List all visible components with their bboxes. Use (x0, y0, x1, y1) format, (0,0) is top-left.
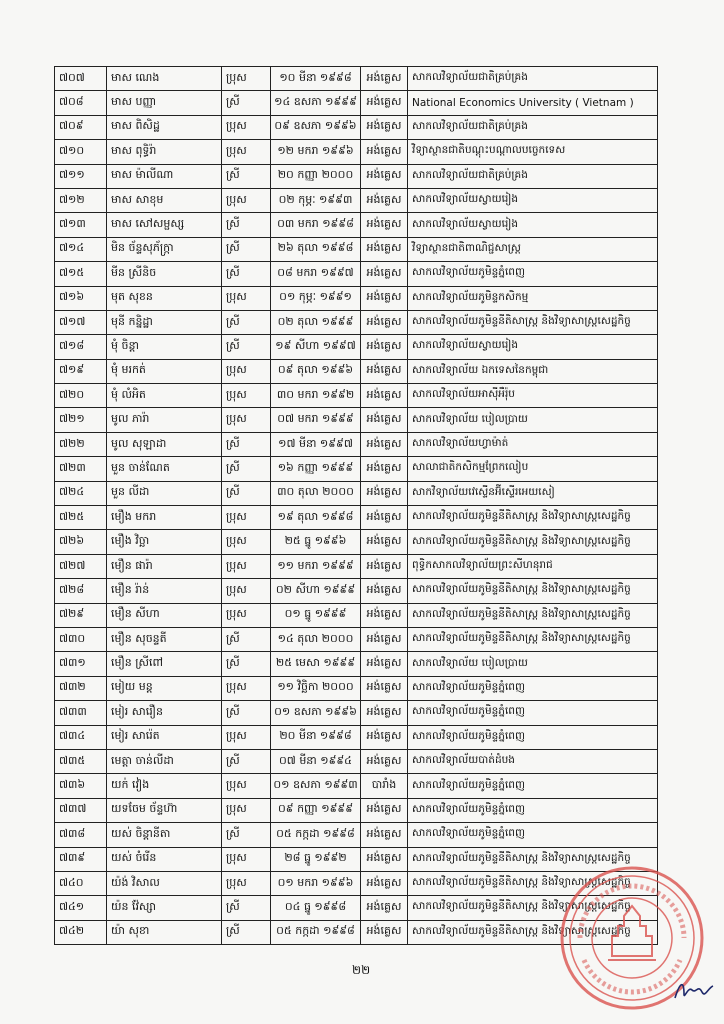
full-name-cell: មឿង មករា (107, 506, 222, 530)
gender-cell: ស្រី (222, 652, 271, 676)
gender-cell: ប្រុស (222, 286, 271, 310)
gender-cell: ស្រី (222, 920, 271, 944)
gender-cell: ស្រី (222, 432, 271, 456)
full-name-cell: យ៉ន វ៉ែស្សា (107, 896, 222, 920)
language-major-cell: អង់គ្លេស (361, 188, 408, 212)
date-of-birth-cell: ១៩ សីហា ១៩៩៧ (271, 335, 361, 359)
university-cell: សាកលវិទ្យាល័យភូមិន្ទភ្នំពេញ (408, 676, 658, 700)
university-cell: សាកវិទ្យាល័យវេស្ទើនអ៊ីស្ទើរអេយសៀ (408, 481, 658, 505)
university-cell: សាកលវិទ្យាល័យហ្វាម៉ាត់ (408, 432, 658, 456)
gender-cell: ស្រី (222, 627, 271, 651)
university-cell: សាកលវិទ្យាល័យបាត់ដំបង (408, 749, 658, 773)
language-major-cell: អង់គ្លេស (361, 676, 408, 700)
row-number-cell: ៧២៦ (55, 530, 107, 554)
page-number: ២២ (352, 963, 371, 977)
date-of-birth-cell: ០៧ មករា ១៩៩៩ (271, 408, 361, 432)
date-of-birth-cell: ០៥ កក្កដា ១៩៩៨ (271, 920, 361, 944)
gender-cell: ស្រី (222, 213, 271, 237)
row-number-cell: ៧១៥ (55, 262, 107, 286)
university-cell: សាកលវិទ្យាល័យភូមិន្ទនីតិសាស្ត្រ និងវិទ្យាសាស្ត្រសេដ្ឋកិច្ច (408, 896, 658, 920)
table-row (55, 652, 658, 676)
date-of-birth-cell: ០២ កុម្ភៈ ១៩៩៣ (271, 188, 361, 212)
date-of-birth-cell: ០៧ មីនា ១៩៩៤ (271, 749, 361, 773)
language-major-cell: អង់គ្លេស (361, 359, 408, 383)
row-number-cell: ៧១០ (55, 140, 107, 164)
full-name-cell: មៀរ សារ៉េត (107, 725, 222, 749)
gender-cell: ប្រុស (222, 847, 271, 871)
table-row (55, 310, 658, 334)
table-row (55, 530, 658, 554)
university-cell: សាកលវិទ្យាល័យ បៀលប្រាយ (408, 652, 658, 676)
date-of-birth-cell: ១៤ តុលា ២០០០ (271, 627, 361, 651)
full-name-cell: មុត សុខន (107, 286, 222, 310)
language-major-cell: អង់គ្លេស (361, 237, 408, 261)
table-row (55, 67, 658, 91)
full-name-cell: មាស សៅសម្ផស្ស (107, 213, 222, 237)
full-name-cell: យទចែម ច័ន្ទហ៊ា (107, 798, 222, 822)
row-number-cell: ៧២១ (55, 408, 107, 432)
table-row (55, 749, 658, 773)
row-number-cell: ៧០៧ (55, 67, 107, 91)
gender-cell: ស្រី (222, 310, 271, 334)
gender-cell: ស្រី (222, 823, 271, 847)
table-row (55, 213, 658, 237)
full-name-cell: មិន ច័ន្ទសុភ័ក្រ្កា (107, 237, 222, 261)
date-of-birth-cell: ០១ ឧសភា ១៩៩៦ (271, 701, 361, 725)
table-row (55, 603, 658, 627)
language-major-cell: អង់គ្លេស (361, 408, 408, 432)
full-name-cell: មឿន សុចន្ទតី (107, 627, 222, 651)
table-row (55, 286, 658, 310)
full-name-cell: មូល ភារ៉ា (107, 408, 222, 432)
full-name-cell: មូល សុឡាដា (107, 432, 222, 456)
row-number-cell: ៧៣៤ (55, 725, 107, 749)
date-of-birth-cell: ១២ មករា ១៩៩៦ (271, 140, 361, 164)
row-number-cell: ៧១៣ (55, 213, 107, 237)
full-name-cell: មឿន សីហា (107, 603, 222, 627)
full-name-cell: មាស ណេង (107, 67, 222, 91)
language-major-cell: អង់គ្លេស (361, 749, 408, 773)
full-name-cell: យ៉ង់ វិសាល (107, 871, 222, 895)
gender-cell: ស្រី (222, 457, 271, 481)
language-major-cell: អង់គ្លេស (361, 701, 408, 725)
language-major-cell: អង់គ្លេស (361, 310, 408, 334)
gender-cell: ប្រុស (222, 506, 271, 530)
language-major-cell: បារាំង (361, 774, 408, 798)
table-row (55, 432, 658, 456)
full-name-cell: មឿន ស្រីពៅ (107, 652, 222, 676)
gender-cell: ស្រី (222, 481, 271, 505)
date-of-birth-cell: ០១ កុម្ភៈ ១៩៩១ (271, 286, 361, 310)
full-name-cell: មេត្តា ចាន់លីដា (107, 749, 222, 773)
table-body (55, 67, 658, 945)
university-cell: សាកលវិទ្យាល័យស្វាយរៀង (408, 213, 658, 237)
university-cell: សាកលវិទ្យាល័យអាស៊ីអឺរ៉ុប (408, 384, 658, 408)
university-cell: សាកលវិទ្យាល័យស្វាយរៀង (408, 188, 658, 212)
full-name-cell: មាស បញ្ញា (107, 91, 222, 115)
date-of-birth-cell: ៣០ តុលា ២០០០ (271, 481, 361, 505)
full-name-cell: មាស ម៉ាលីណា (107, 164, 222, 188)
university-cell: សាកលវិទ្យាល័យភូមិន្ទនីតិសាស្ត្រ និងវិទ្យាសាស្ត្រសេដ្ឋកិច្ច (408, 603, 658, 627)
university-cell: សាកលវិទ្យាល័យភូមិន្ទកសិកម្ម (408, 286, 658, 310)
language-major-cell: អង់គ្លេស (361, 481, 408, 505)
gender-cell: ប្រុស (222, 774, 271, 798)
table-row (55, 237, 658, 261)
language-major-cell: អង់គ្លេស (361, 871, 408, 895)
gender-cell: ប្រុស (222, 725, 271, 749)
full-name-cell: មឿង វិច្ឆា (107, 530, 222, 554)
university-cell: សាកលវិទ្យាល័យភូមិន្ទភ្នំពេញ (408, 798, 658, 822)
row-number-cell: ៧៣៣ (55, 701, 107, 725)
date-of-birth-cell: ២០ កញ្ញា ២០០០ (271, 164, 361, 188)
row-number-cell: ៧៣១ (55, 652, 107, 676)
table-row (55, 579, 658, 603)
language-major-cell: អង់គ្លេស (361, 725, 408, 749)
table-row (55, 774, 658, 798)
date-of-birth-cell: ០២ សីហា ១៩៩៩ (271, 579, 361, 603)
university-cell: សាកលវិទ្យាល័យភូមិន្ទនីតិសាស្ត្រ និងវិទ្យាសាស្ត្រសេដ្ឋកិច្ច (408, 530, 658, 554)
row-number-cell: ៧៣៥ (55, 749, 107, 773)
university-cell: សាកលវិទ្យាល័យភូមិន្ទនីតិសាស្ត្រ និងវិទ្យាសាស្ត្រសេដ្ឋកិច្ច (408, 847, 658, 871)
row-number-cell: ៧០៩ (55, 115, 107, 139)
date-of-birth-cell: ២៨ ធ្នូ ១៩៩២ (271, 847, 361, 871)
row-number-cell: ៧២៥ (55, 506, 107, 530)
full-name-cell: មួន លីដា (107, 481, 222, 505)
gender-cell: ស្រី (222, 237, 271, 261)
university-cell: សាកលវិទ្យាល័យជាតិគ្រប់គ្រង (408, 164, 658, 188)
row-number-cell: ៧២០ (55, 384, 107, 408)
full-name-cell: មុំ លំអិត (107, 384, 222, 408)
language-major-cell: អង់គ្លេស (361, 847, 408, 871)
table-row (55, 140, 658, 164)
full-name-cell: មឿន ផារ៉ា (107, 554, 222, 578)
date-of-birth-cell: ០៤ ធ្នូ ១៩៩៨ (271, 896, 361, 920)
table-row (55, 676, 658, 700)
table-row (55, 701, 658, 725)
language-major-cell: អង់គ្លេស (361, 115, 408, 139)
date-of-birth-cell: ០១ ធ្នូ ១៩៩៩ (271, 603, 361, 627)
gender-cell: ប្រុស (222, 188, 271, 212)
language-major-cell: អង់គ្លេស (361, 920, 408, 944)
gender-cell: ប្រុស (222, 359, 271, 383)
row-number-cell: ៧១៩ (55, 359, 107, 383)
date-of-birth-cell: ៣០ មករា ១៩៩២ (271, 384, 361, 408)
date-of-birth-cell: ០១ មករា ១៩៩៦ (271, 871, 361, 895)
table-row (55, 408, 658, 432)
row-number-cell: ៧៣៨ (55, 823, 107, 847)
university-cell: សាកលវិទ្យាល័យភូមិន្ទនីតិសាស្ត្រ និងវិទ្យាសាស្ត្រសេដ្ឋកិច្ច (408, 627, 658, 651)
row-number-cell: ៧២៤ (55, 481, 107, 505)
gender-cell: ប្រុស (222, 871, 271, 895)
date-of-birth-cell: ០៩ ឧសភា ១៩៩៦ (271, 115, 361, 139)
language-major-cell: អង់គ្លេស (361, 506, 408, 530)
full-name-cell: មុនី កន្និដ្ឋា (107, 310, 222, 334)
row-number-cell: ៧១២ (55, 188, 107, 212)
date-of-birth-cell: ១៧ មីនា ១៩៩៧ (271, 432, 361, 456)
row-number-cell: ៧២៩ (55, 603, 107, 627)
full-name-cell: មឿន រ៉ាន់ (107, 579, 222, 603)
row-number-cell: ៧១៧ (55, 310, 107, 334)
full-name-cell: មីន ស្រីនិច (107, 262, 222, 286)
table-row (55, 91, 658, 115)
university-cell: សាកលវិទ្យាល័យភូមិន្ទនីតិសាស្ត្រ និងវិទ្យាសាស្ត្រសេដ្ឋកិច្ច (408, 920, 658, 944)
table-row (55, 457, 658, 481)
table-row (55, 823, 658, 847)
full-name-cell: មាស ពិសិដ្ឋ (107, 115, 222, 139)
gender-cell: ស្រី (222, 164, 271, 188)
language-major-cell: អង់គ្លេស (361, 798, 408, 822)
full-name-cell: មួន ចាន់ណែត (107, 457, 222, 481)
language-major-cell: អង់គ្លេស (361, 384, 408, 408)
row-number-cell: ៧៣៦ (55, 774, 107, 798)
language-major-cell: អង់គ្លេស (361, 652, 408, 676)
university-cell: សាកលវិទ្យាល័យភូមិន្ទភ្នំពេញ (408, 701, 658, 725)
university-cell: ពុទ្ធិកសាកលវិទ្យាល័យព្រះសីហនុរាជ (408, 554, 658, 578)
table-row (55, 164, 658, 188)
university-cell: សាកលវិទ្យាល័យភូមិន្ទនីតិសាស្ត្រ និងវិទ្យាសាស្ត្រសេដ្ឋកិច្ច (408, 871, 658, 895)
date-of-birth-cell: ០៩ តុលា ១៩៩៦ (271, 359, 361, 383)
date-of-birth-cell: ១៩ តុលា ១៩៩៨ (271, 506, 361, 530)
row-number-cell: ៧២៧ (55, 554, 107, 578)
date-of-birth-cell: ២០ មីនា ១៩៩៨ (271, 725, 361, 749)
language-major-cell: អង់គ្លេស (361, 457, 408, 481)
full-name-cell: មាស សាខុម (107, 188, 222, 212)
university-cell: សាកលវិទ្យាល័យស្វាយរៀង (408, 335, 658, 359)
row-number-cell: ៧១៤ (55, 237, 107, 261)
gender-cell: ស្រី (222, 896, 271, 920)
row-number-cell: ៧៣២ (55, 676, 107, 700)
table-row (55, 262, 658, 286)
row-number-cell: ៧១១ (55, 164, 107, 188)
date-of-birth-cell: ១១ វិច្ឆិកា ២០០០ (271, 676, 361, 700)
university-cell: សាកលវិទ្យាល័យភូមិន្ទនីតិសាស្ត្រ និងវិទ្យាសាស្ត្រសេដ្ឋកិច្ច (408, 506, 658, 530)
university-cell: វិទ្យាស្ថានជាតិបណ្តុះបណ្តាលបច្ចេកទេស (408, 140, 658, 164)
date-of-birth-cell: ០២ តុលា ១៩៩៩ (271, 310, 361, 334)
language-major-cell: អង់គ្លេស (361, 896, 408, 920)
table-row (55, 335, 658, 359)
date-of-birth-cell: ២៥ មេសា ១៩៩៩ (271, 652, 361, 676)
language-major-cell: អង់គ្លេស (361, 262, 408, 286)
gender-cell: ស្រី (222, 749, 271, 773)
row-number-cell: ៧៣៩ (55, 847, 107, 871)
gender-cell: ប្រុស (222, 67, 271, 91)
language-major-cell: អង់គ្លេស (361, 91, 408, 115)
table-row (55, 627, 658, 651)
full-name-cell: យស់ ចិន្តានីតា (107, 823, 222, 847)
row-number-cell: ៧១៦ (55, 286, 107, 310)
table-row (55, 115, 658, 139)
date-of-birth-cell: ០១ ឧសភា ១៩៩៣ (271, 774, 361, 798)
row-number-cell: ៧៤០ (55, 871, 107, 895)
date-of-birth-cell: ០៨ មករា ១៩៩៧ (271, 262, 361, 286)
row-number-cell: ៧៤២ (55, 920, 107, 944)
language-major-cell: អង់គ្លេស (361, 579, 408, 603)
language-major-cell: អង់គ្លេស (361, 603, 408, 627)
row-number-cell: ៧២៨ (55, 579, 107, 603)
language-major-cell: អង់គ្លេស (361, 823, 408, 847)
date-of-birth-cell: ១១ មករា ១៩៩៩ (271, 554, 361, 578)
university-cell: សាកលវិទ្យាល័យ បៀលប្រាយ (408, 408, 658, 432)
date-of-birth-cell: ២៦ តុលា ១៩៩៨ (271, 237, 361, 261)
row-number-cell: ៧៣៧ (55, 798, 107, 822)
university-cell: សាកលវិទ្យាល័យភូមិន្ទភ្នំពេញ (408, 823, 658, 847)
language-major-cell: អង់គ្លេស (361, 432, 408, 456)
gender-cell: ប្រុស (222, 798, 271, 822)
university-cell: សាកលវិទ្យាល័យភូមិន្ទភ្នំពេញ (408, 774, 658, 798)
date-of-birth-cell: ២៥ ធ្នូ ១៩៩៦ (271, 530, 361, 554)
row-number-cell: ៧០៨ (55, 91, 107, 115)
gender-cell: ប្រុស (222, 603, 271, 627)
table-row (55, 554, 658, 578)
gender-cell: ប្រុស (222, 408, 271, 432)
gender-cell: ប្រុស (222, 384, 271, 408)
full-name-cell: យក់ វៀង (107, 774, 222, 798)
row-number-cell: ៧៣០ (55, 627, 107, 651)
language-major-cell: អង់គ្លេស (361, 627, 408, 651)
language-major-cell: អង់គ្លេស (361, 67, 408, 91)
date-of-birth-cell: ០៩ កញ្ញា ១៩៩៩ (271, 798, 361, 822)
date-of-birth-cell: ០៣ មករា ១៩៩៨ (271, 213, 361, 237)
university-cell: National Economics University ( Vietnam ) (408, 91, 658, 115)
student-list-table (54, 66, 658, 945)
full-name-cell: យ៉ា សុខា (107, 920, 222, 944)
gender-cell: ស្រី (222, 91, 271, 115)
language-major-cell: អង់គ្លេស (361, 335, 408, 359)
language-major-cell: អង់គ្លេស (361, 286, 408, 310)
date-of-birth-cell: ១៤ ឧសភា ១៩៩៩ (271, 91, 361, 115)
gender-cell: ប្រុស (222, 554, 271, 578)
university-cell: សាកលវិទ្យាល័យភូមិន្ទនីតិសាស្ត្រ និងវិទ្យាសាស្ត្រសេដ្ឋកិច្ច (408, 579, 658, 603)
gender-cell: ប្រុស (222, 530, 271, 554)
gender-cell: ស្រី (222, 335, 271, 359)
table-row (55, 188, 658, 212)
full-name-cell: មៀយ មន្ត (107, 676, 222, 700)
university-cell: សាកលវិទ្យាល័យជាតិគ្រប់គ្រង (408, 115, 658, 139)
date-of-birth-cell: ១០ មីនា ១៩៩៨ (271, 67, 361, 91)
university-cell: សាកលវិទ្យាល័យភូមិន្ទភ្នំពេញ (408, 262, 658, 286)
gender-cell: ប្រុស (222, 140, 271, 164)
gender-cell: ប្រុស (222, 115, 271, 139)
gender-cell: ស្រី (222, 701, 271, 725)
signature-icon (672, 976, 716, 1004)
date-of-birth-cell: ០៥ កក្កដា ១៩៩៨ (271, 823, 361, 847)
row-number-cell: ៧៤១ (55, 896, 107, 920)
row-number-cell: ៧២២ (55, 432, 107, 456)
university-cell: សាកលវិទ្យាល័យភូមិន្ទនីតិសាស្ត្រ និងវិទ្យាសាស្ត្រសេដ្ឋកិច្ច (408, 310, 658, 334)
language-major-cell: អង់គ្លេស (361, 554, 408, 578)
full-name-cell: មុំ ចិន្តា (107, 335, 222, 359)
gender-cell: ស្រី (222, 262, 271, 286)
full-name-cell: មុំ មរកត់ (107, 359, 222, 383)
row-number-cell: ៧២៣ (55, 457, 107, 481)
full-name-cell: មាស ពុទ្ធិរ៉ា (107, 140, 222, 164)
language-major-cell: អង់គ្លេស (361, 213, 408, 237)
university-cell: សាកលវិទ្យាល័យភូមិន្ទភ្នំពេញ (408, 725, 658, 749)
gender-cell: ប្រុស (222, 676, 271, 700)
language-major-cell: អង់គ្លេស (361, 164, 408, 188)
university-cell: សាកលវិទ្យាល័យ ឯកទេសនៃកម្ពុជា (408, 359, 658, 383)
date-of-birth-cell: ១៦ កញ្ញា ១៩៩៩ (271, 457, 361, 481)
university-cell: វិទ្យាស្ថានជាតិពាណិជ្ជសាស្ត្រ (408, 237, 658, 261)
university-cell: សាកលវិទ្យាល័យជាតិគ្រប់គ្រង (408, 67, 658, 91)
full-name-cell: មៀរ សារឿន (107, 701, 222, 725)
language-major-cell: អង់គ្លេស (361, 140, 408, 164)
table-row (55, 359, 658, 383)
row-number-cell: ៧១៨ (55, 335, 107, 359)
table-row (55, 481, 658, 505)
table-row (55, 384, 658, 408)
table-row (55, 725, 658, 749)
table-row (55, 506, 658, 530)
full-name-cell: យស់ ចំរើន (107, 847, 222, 871)
language-major-cell: អង់គ្លេស (361, 530, 408, 554)
gender-cell: ប្រុស (222, 579, 271, 603)
university-cell: សាលាជាតិកសិកម្មព្រែកលៀប (408, 457, 658, 481)
table-row (55, 798, 658, 822)
